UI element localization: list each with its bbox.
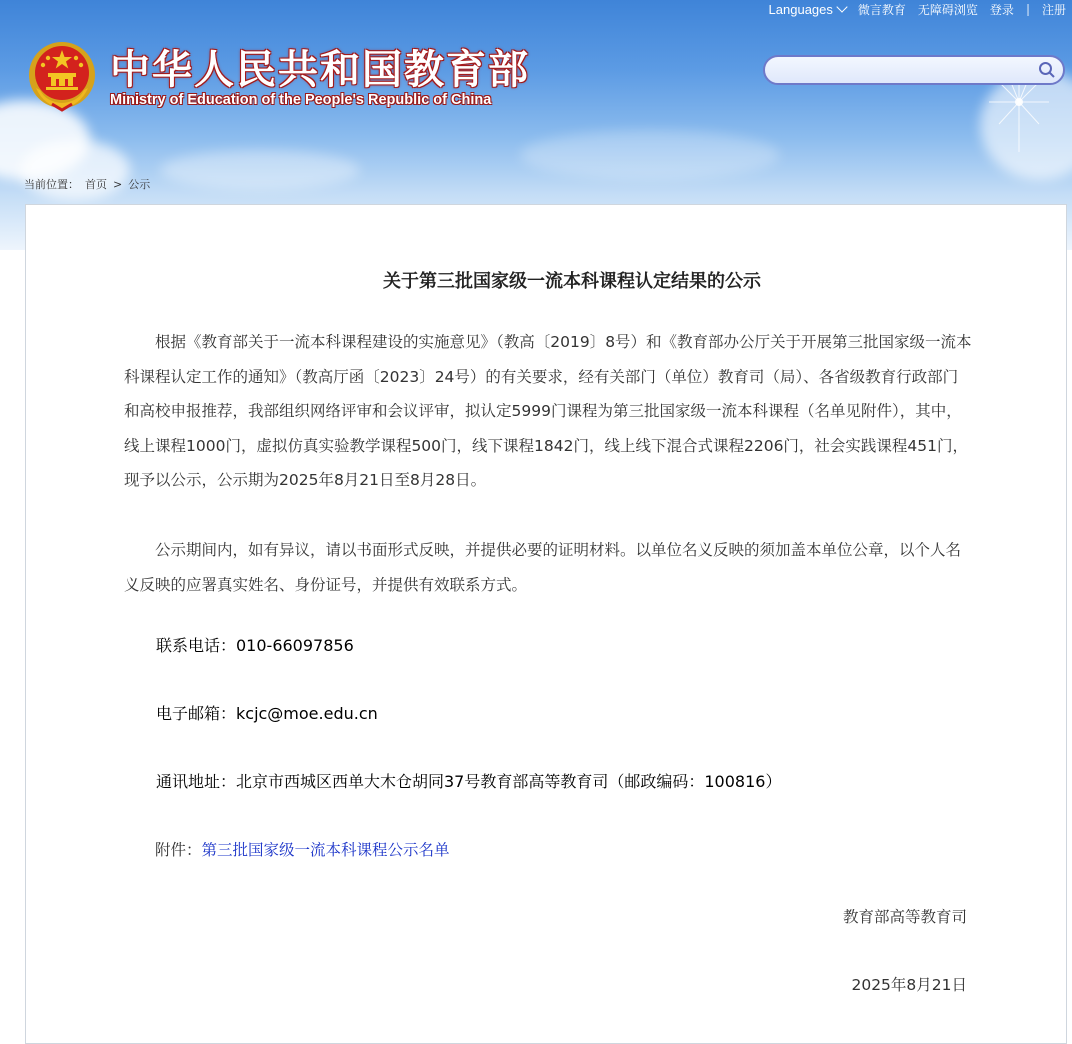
attachment-link[interactable]: 第三批国家级一流本科课程公示名单 [201, 841, 450, 859]
chevron-down-icon [836, 1, 847, 12]
site-title: 中华人民共和国教育部 [110, 47, 530, 93]
search-input[interactable] [777, 61, 1031, 81]
languages-label[interactable]: Languages [768, 1, 833, 17]
cloud-decoration [160, 150, 360, 190]
contact-email: 电子邮箱：kcjc@moe.edu.cn [156, 704, 378, 723]
attachment-line [124, 838, 450, 862]
article-paragraph: 根据《教育部关于一流本科课程建设的实施意见》（教高〔2019〕8号）和《教育部办公厅关于开展第三批国家级一流本科课程认定工作的通知》（教高厅函〔2023〕24号）的有关要求，经有关部门（单位）教育司（局）、各省级教育行政部门和高校申报推荐，我部组织网络评审和会议评审，拟认定5999门课程为第三批国家级一流本科课程（名单见附件），其中，线上课程1000门，虚拟仿真实验教学课程500门，线下课程1842门，线上线下混合式课程2206门，社会实践课程451门，现予以公示，公示期为2025年8月21日至8月28日。 [124, 333, 972, 490]
cloud-decoration [520, 130, 780, 180]
signature-department: 教育部高等教育司 [842, 908, 967, 926]
signature-date: 2025年8月21日 [851, 976, 967, 994]
article-body [124, 325, 972, 602]
languages-menu[interactable] [769, 2, 846, 17]
nav-link-login[interactable]: 登录 [989, 2, 1014, 17]
contact-phone: 联系电话：010-66097856 [156, 636, 354, 655]
nav-separator: | [1025, 2, 1030, 16]
contact-address: 通讯地址：北京市西城区西单大木仓胡同37号教育部高等教育司（邮政编码：100816） [156, 772, 782, 791]
breadcrumb-separator: > [113, 177, 123, 191]
national-emblem-icon [26, 40, 98, 112]
breadcrumb-current-link[interactable]: 公示 [128, 178, 151, 191]
article-title: 关于第三批国家级一流本科课程认定结果的公示 [383, 271, 761, 292]
nav-link-register[interactable]: 注册 [1041, 2, 1066, 17]
breadcrumb-home-link[interactable]: 首页 [85, 178, 107, 191]
site-subtitle: Ministry of Education of the People's Republic of China [110, 92, 492, 108]
nav-link-weiyan[interactable]: 微言教育 [857, 2, 906, 17]
search-box [763, 55, 1065, 85]
attachment-label: 附件： [155, 841, 202, 859]
article-panel [25, 204, 1067, 1044]
breadcrumb-label: 当前位置： [24, 178, 79, 191]
article-paragraph: 公示期间内，如有异议，请以书面形式反映，并提供必要的证明材料。以单位名义反映的须加盖本单位公章，以个人名义反映的应署真实姓名、身份证号，并提供有效联系方式。 [124, 540, 962, 594]
breadcrumb [24, 176, 150, 192]
search-icon[interactable] [1038, 61, 1056, 79]
top-nav [769, 0, 1066, 18]
nav-link-accessibility[interactable]: 无障碍浏览 [917, 2, 978, 17]
